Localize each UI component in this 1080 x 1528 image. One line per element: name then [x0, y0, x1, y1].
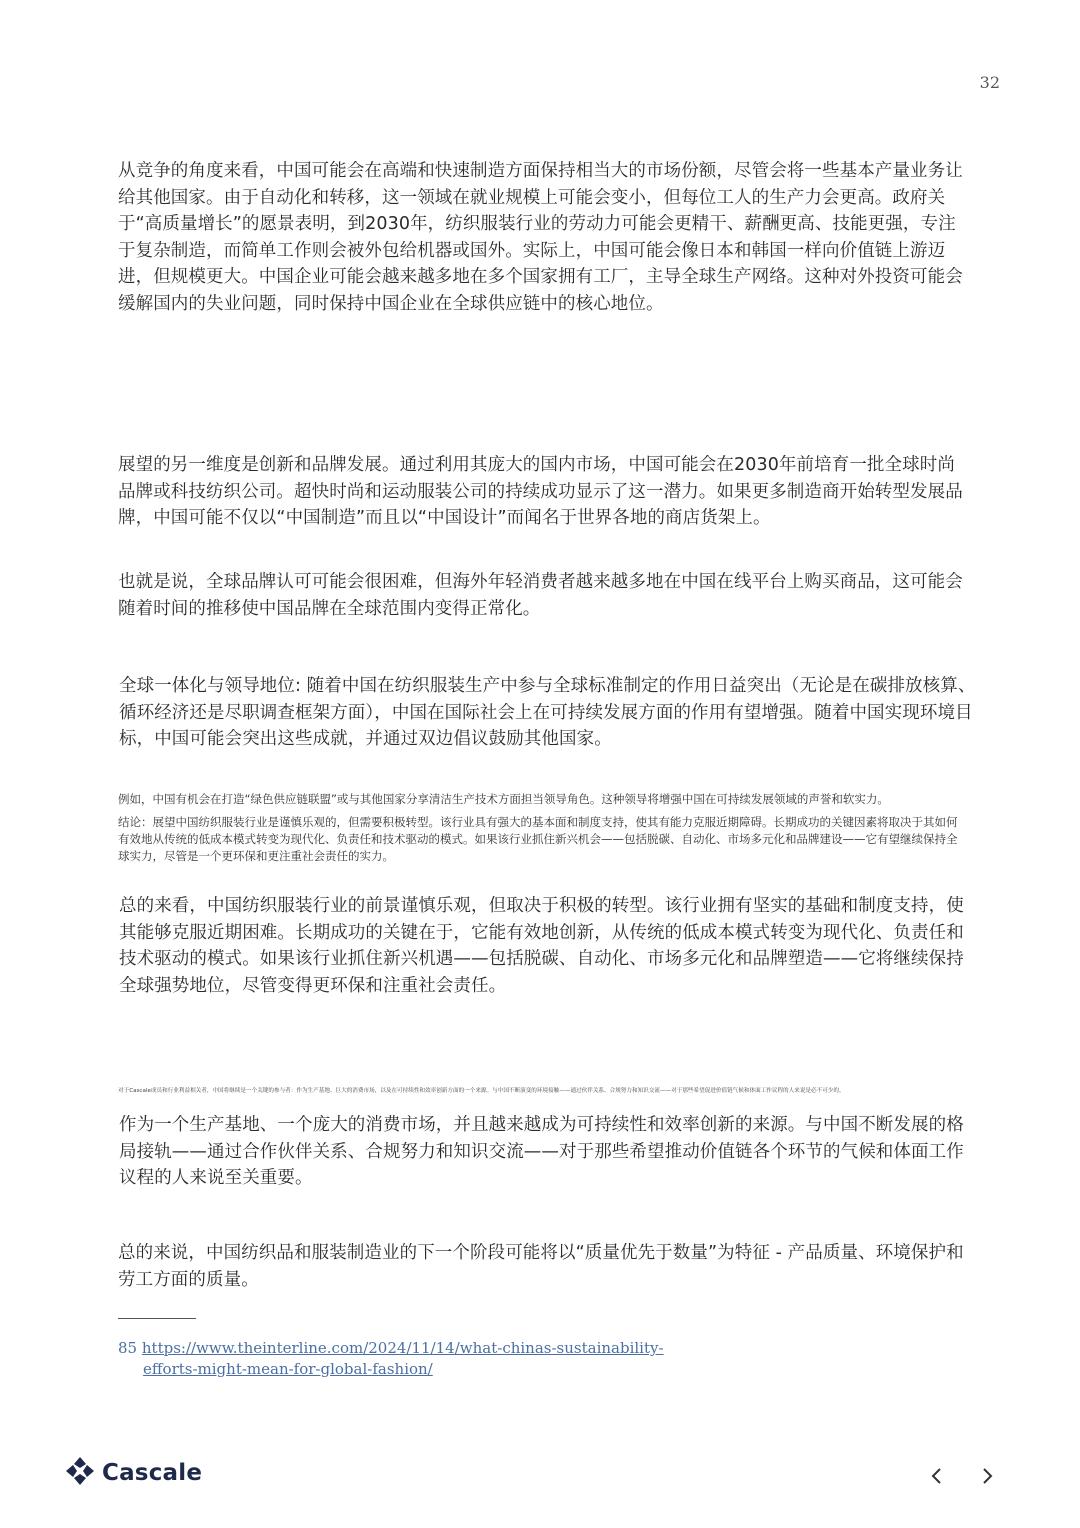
paragraph-conclusion-small: 结论：展望中国纺织服装行业是谨慎乐观的，但需要积极转型。该行业具有强大的基本面和制度支持，使其有能力克服近期障碍。长期成功的关键因素将取决于其如何有效地从传统的低成本模式转变为现代化、负责任和技术驱动的模式。如果该行业抓住新兴机会——包括脱碳、自动化、市场多元化和品牌建设——它有望继续保持全球实力，尽管是一个更环保和更注重社会责任的实力。 — [118, 815, 958, 863]
cascale-logo-icon — [64, 1455, 96, 1491]
footnote-link[interactable]: https://www.theinterline.com/2024/11/14/what-chinas-sustainability- — [141, 1339, 664, 1357]
chevron-left-icon — [925, 1462, 949, 1490]
page-number: 32 — [979, 73, 1000, 92]
paragraph-overall-outlook: 总的来看，中国纺织服装行业的前景谨慎乐观，但取决于积极的转型。该行业拥有坚实的基础和制度支持，使其能够克服近期困难。长期成功的关键在于，它能有效地创新，从传统的低成本模式转变为现代化、负责任和技术驱动的模式。如果该行业抓住新兴机遇——包括脱碳、自动化、市场多元化和品牌塑造——它将继续保持全球强势地位，尽管变得更环保和注重社会责任。 — [119, 896, 964, 996]
footnote-line-2 — [118, 1359, 738, 1380]
next-page-button[interactable] — [975, 1462, 999, 1490]
paragraph-competition: 从竞争的角度来看，中国可能会在高端和快速制造方面保持相当大的市场份额，尽管会将一些基本产量业务让给其他国家。由于自动化和转移，这一领域在就业规模上可能会变小，但每位工人的生产力会更高。政府关于“高质量增长”的愿景表明，到2030年，纺织服装行业的劳动力可能会更精干、薪酬更高、技能更强，专注于复杂制造，而简单工作则会被外包给机器或国外。实际上，中国可能会像日本和韩国一样向价值链上游迈进，但规模更大。中国企业可能会越来越多地在多个国家拥有工厂，主导全球生产网络。这种对外投资可能会缓解国内的失业问题，同时保持中国企业在全球供应链中的核心地位。 — [118, 161, 963, 314]
previous-page-button[interactable] — [925, 1462, 949, 1490]
paragraph-production-base: 作为一个生产基地、一个庞大的消费市场，并且越来越成为可持续性和效率创新的来源。与中国不断发展的格局接轨——通过合作伙伴关系、合规努力和知识交流——对于那些希望推动价值链各个环节的气候和体面工作议程的人来说至关重要。 — [119, 1115, 964, 1188]
footnote-link-continued[interactable]: efforts-might-mean-for-global-fashion/ — [143, 1360, 433, 1378]
paragraph-green-supply-chain: 例如，中国有机会在打造“绿色供应链联盟”或与其他国家分享清洁生产技术方面担当领导角色。这种领导将增强中国在可持续发展领域的声誉和软实力。 — [118, 792, 889, 806]
footnote-number: 85 — [118, 1339, 138, 1357]
paragraph-global-leadership: 全球一体化与领导地位: 随着中国在纺织服装生产中参与全球标准制定的作用日益突出（无论是在碳排放核算、循环经济还是尽职调查框架方面），中国在国际社会上在可持续发展方面的作用有望增强。随着中国实现环境目标，中国可能会突出这些成就，并通过双边倡议鼓励其他国家。 — [119, 676, 976, 749]
paragraph-stakeholders-tiny: 对于Cascale成员和行业利益相关者，中国将继续是一个关键的参与者：作为生产基地、巨大的消费市场，以及在可持续性和效率创新方面的一个来源。与中国不断演变的环境接触——通过伙伴关系、合规努力和知识交流——对于那些希望促进价值链气候和体面工作议程的人来说是必不可少的。 — [118, 1088, 845, 1094]
cascale-logo-text: Cascale — [102, 1460, 203, 1486]
footnote-line-1 — [118, 1338, 738, 1359]
paragraph-innovation-branding: 展望的另一维度是创新和品牌发展。通过利用其庞大的国内市场，中国可能会在2030年前培育一批全球时尚品牌或科技纺织公司。超快时尚和运动服装公司的持续成功显示了这一潜力。如果更多制造商开始转型发展品牌，中国可能不仅以“中国制造”而且以“中国设计”而闻名于世界各地的商店货架上。 — [118, 455, 963, 528]
chevron-right-icon — [975, 1462, 999, 1490]
paragraph-quality-over-quantity: 总的来说，中国纺织品和服装制造业的下一个阶段可能将以“质量优先于数量”为特征 - 产品质量、环境保护和劳工方面的质量。 — [118, 1243, 964, 1290]
paragraph-global-brand-recognition: 也就是说，全球品牌认可可能会很困难，但海外年轻消费者越来越多地在中国在线平台上购买商品，这可能会随着时间的推移使中国品牌在全球范围内变得正常化。 — [118, 572, 963, 619]
footnote-divider — [118, 1318, 196, 1319]
footnote — [118, 1338, 738, 1380]
cascale-logo — [64, 1455, 202, 1491]
